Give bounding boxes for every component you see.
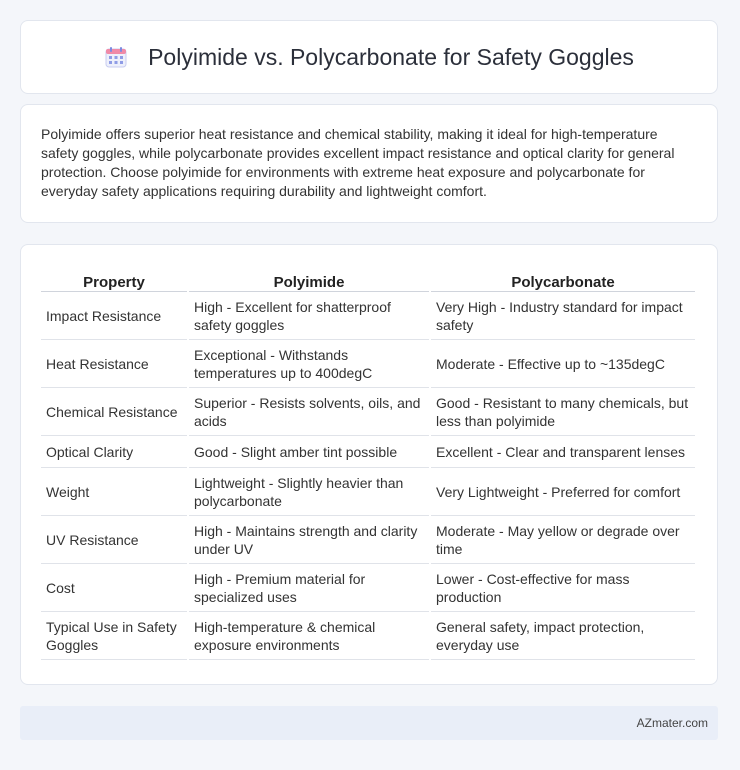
polycarbonate-cell: Lower - Cost-effective for mass production bbox=[431, 564, 695, 612]
polycarbonate-cell: Moderate - May yellow or degrade over time bbox=[431, 516, 695, 564]
table-row bbox=[41, 388, 695, 436]
table-row bbox=[41, 612, 695, 660]
polycarbonate-cell: Very High - Industry standard for impact safety bbox=[431, 292, 695, 340]
property-cell: Cost bbox=[41, 564, 187, 612]
table-header-row bbox=[41, 265, 695, 292]
footer-site-name: AZmater.com bbox=[636, 716, 708, 730]
polyimide-cell: Lightweight - Slightly heavier than polycarbonate bbox=[189, 468, 429, 516]
property-cell: Typical Use in Safety Goggles bbox=[41, 612, 187, 660]
table-row bbox=[41, 340, 695, 388]
polyimide-cell: High - Excellent for shatterproof safety goggles bbox=[189, 292, 429, 340]
property-cell: UV Resistance bbox=[41, 516, 187, 564]
header-card bbox=[20, 20, 718, 94]
polycarbonate-cell: General safety, impact protection, everyday use bbox=[431, 612, 695, 660]
calendar-icon bbox=[104, 45, 128, 69]
polyimide-cell: Exceptional - Withstands temperatures up to 400degC bbox=[189, 340, 429, 388]
polycarbonate-cell: Excellent - Clear and transparent lenses bbox=[431, 436, 695, 468]
column-header-property: Property bbox=[41, 265, 187, 292]
polyimide-cell: High-temperature & chemical exposure environments bbox=[189, 612, 429, 660]
property-cell: Optical Clarity bbox=[41, 436, 187, 468]
property-cell: Heat Resistance bbox=[41, 340, 187, 388]
polyimide-cell: Superior - Resists solvents, oils, and acids bbox=[189, 388, 429, 436]
comparison-table bbox=[39, 265, 697, 660]
polycarbonate-cell: Very Lightweight - Preferred for comfort bbox=[431, 468, 695, 516]
footer-bar bbox=[20, 706, 718, 740]
table-row bbox=[41, 468, 695, 516]
column-header-polycarbonate: Polycarbonate bbox=[431, 265, 695, 292]
polyimide-cell: High - Premium material for specialized uses bbox=[189, 564, 429, 612]
property-cell: Chemical Resistance bbox=[41, 388, 187, 436]
property-cell: Weight bbox=[41, 468, 187, 516]
intro-text: Polyimide offers superior heat resistance and chemical stability, making it ideal for high-temperature safety goggles, while polycarbonate provides excellent impact resistance and optical clarity for general protection. Choose polyimide for environments with extreme heat exposure and polycarbonate for everyday safety applications requiring durability and lightweight comfort. bbox=[41, 126, 675, 199]
table-row bbox=[41, 292, 695, 340]
polyimide-cell: Good - Slight amber tint possible bbox=[189, 436, 429, 468]
property-cell: Impact Resistance bbox=[41, 292, 187, 340]
page-title: Polyimide vs. Polycarbonate for Safety Goggles bbox=[148, 43, 634, 70]
table-row bbox=[41, 436, 695, 468]
comparison-card bbox=[20, 244, 718, 685]
intro-card bbox=[20, 104, 718, 223]
polycarbonate-cell: Good - Resistant to many chemicals, but less than polyimide bbox=[431, 388, 695, 436]
table-row bbox=[41, 516, 695, 564]
table-row bbox=[41, 564, 695, 612]
polycarbonate-cell: Moderate - Effective up to ~135degC bbox=[431, 340, 695, 388]
polyimide-cell: High - Maintains strength and clarity under UV bbox=[189, 516, 429, 564]
column-header-polyimide: Polyimide bbox=[189, 265, 429, 292]
